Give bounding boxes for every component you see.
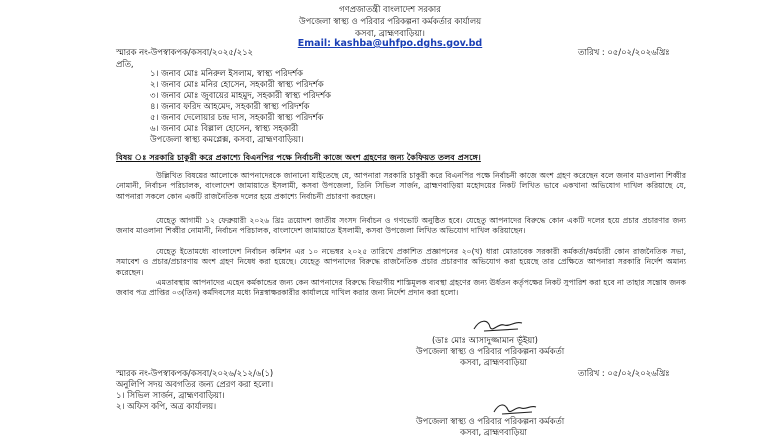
recipient-item: ৫। জনাব দেলোয়ার চন্দ্র দাস, সহকারী স্বাস্থ্য পরিদর্শক (150, 112, 324, 122)
recipient-item: ৪। জনাব ফরিদ আহমেদ, সহকারী স্বাস্থ্য পরিদর্শক (150, 101, 310, 111)
subject-line: বিষয় ঃ সরকারি চাকুরী করে প্রকাশ্যে বিএনপির পক্ষে নির্বাচনী কাজে অংশ গ্রহণের জন্য কৈফিয়ত তলব প্রসঙ্গে। (116, 152, 481, 162)
copy-item: ২। অফিস কপি, অত্র কার্যালয়। (116, 401, 217, 411)
header-email-link[interactable]: Email: kashba@uhfpo.dghs.gov.bd (297, 38, 483, 49)
signatory-designation: উপজেলা স্বাস্থ্য ও পরিবার পরিকল্পনা কর্মকর্তা (416, 346, 565, 356)
signatory-name: (ডাঃ মোঃ আসাদুজ্জামান ভূঁইয়া) (432, 335, 538, 345)
body-paragraph: উল্লিখিত বিষয়ের আলোকে আপনাদেরকে জানানো যাইতেছে যে, আপনারা সরকারি চাকুরী করে বিএনপির পক্ষে নির্বাচনী কাজে অংশ গ্রহণ করেছেন বলে জনাব মাওলানা শিব্বীর নোমানী, নির্বাচন পরিচালক, বাংলাদেশ জামায়াতে ইসলামী, কসবা উপজেলা, তিনি সিভিল সার্জন, ব্রাহ্মণবাড়িয়া মহোদয়ের নিকট লিখিত ভাবে একখানা অভিযোগ দাখিল করিয়াছে যে, আপনারা সকলে কোন একটি রাজনৈতিক দলের হয়ে প্রকাশ্যে নির্বাচনী প্রচারণা করছেন। (116, 171, 686, 201)
signatory-place: কসবা, ব্রাহ্মণবাড়িয়া (460, 357, 527, 367)
header-govt: গণপ্রজাতন্ত্রী বাংলাদেশ সরকার (339, 4, 441, 14)
copy-memo-date: তারিখ : ০৫/০২/২০২৬খ্রিঃ (578, 368, 670, 378)
header-location: কসবা, ব্রাহ্মণবাড়িয়া। (355, 28, 425, 38)
recipient-address: উপজেলা স্বাস্থ্য কমপ্লেক্স, কসবা, ব্রাহ্মণবাড়িয়া। (150, 134, 304, 144)
signature-mark (470, 315, 530, 337)
recipient-item: ১। জনাব মোঃ মনিরুল ইসলাম, স্বাস্থ্য পরিদর্শক (150, 68, 303, 78)
recipient-item: ৬। জনাব মোঃ বিল্লাল হোসেন, স্বাস্থ্য সহকারী (150, 123, 299, 133)
copy-item: ১। সিভিল সার্জন, ব্রাহ্মণবাড়িয়া। (116, 390, 225, 400)
body-paragraph: যেহেতু ইতোমধ্যে বাংলাদেশ নির্বাচন কমিশন এর ১০ নভেম্বর ২০২৫ তারিখে প্রকাশিত প্রজ্ঞাপনের ২০(খ) ধারা মোতাবেক সরকারী কর্মকর্তা/কর্মচারী কোন রাজনৈতিক সভা, সমাবেশ ও প্রচার/প্রচারণায় অংশ গ্রহণ নিষেধ করা হয়েছে। যেহেতু আপনাদের বিরুদ্ধে রাজনৈতিক প্রচার প্রচারণার অভিযোগ করা হয়েছে তার প্রেক্ষিতে আপনারা সরকারি নির্দেশ অমান্য করেছেন। (116, 247, 686, 277)
recipient-item: ২। জনাব মোঃ মনির হোসেন, সহকারী স্বাস্থ্য পরিদর্শক (150, 79, 324, 89)
memo-date: তারিখ : ০৫/০২/২০২৬খ্রিঃ (578, 47, 670, 57)
copy-memo-reference: স্মারক নং-উপস্বাকপক/কসবা/২০২৬/২১২/৬(১) (116, 368, 274, 378)
copy-signatory-place: কসবা, ব্রাহ্মণবাড়িয়া (460, 427, 527, 437)
copy-intro: অনুলিপি সদয় অবগতির জন্য প্রেরণ করা হলো। (116, 379, 274, 389)
recipient-item: ৩। জনাব মোঃ জুবায়ের মাহমুদ, সহকারী স্বাস্থ্য পরিদর্শক (150, 90, 331, 100)
body-paragraph: যেহেতু আগামী ১২ ফেব্রুয়ারী ২০২৬ খ্রিঃ ত্রয়োদশ জাতীয় সংসদ নির্বাচন ও গণভোট অনুষ্ঠিত হবে। যেহেতু আপনাদের বিরুদ্ধে কোন একটি দলের হয়ে প্রচার প্রচারণার জন্য জনাব মাওলানা শিব্বীর নোমানী, নির্বাচন পরিচালক, বাংলাদেশ জামায়াতে ইসলামী, কসবা উপজেলা লিখিত অভিযোগ দাখিল করিয়াছেন। (116, 216, 686, 236)
memo-reference: স্মারক নং-উপস্বাকপক/কসবা/২০২৫/২১২ (116, 47, 253, 57)
copy-signatory-designation: উপজেলা স্বাস্থ্য ও পরিবার পরিকল্পনা কর্মকর্তা (416, 416, 565, 426)
body-paragraph: এমতাবস্থায় আপনাদের এহেন কর্মকান্ডের জন্য কেন আপনাদের বিরুদ্ধে বিভাগীয় শাস্তিমূলক ব্যবস্থা গ্রহণের জন্য ঊর্ধতন কর্তৃপক্ষের নিকট সুপারিশ করা হবে না তাহার সন্তোষ জনক জবাব পত্র প্রাপ্তির ০৩(তিন) কর্মদিবসের মধ্যে নিম্নস্বাক্ষরকারীর কার্যালয়ে দাখিল করার জন্য নির্দেশ প্রদান করা হলো। (116, 278, 686, 298)
header-office: উপজেলা স্বাস্থ্য ও পরিবার পরিকল্পনা কর্মকর্তার কার্যালয় (298, 16, 482, 26)
recipients-intro: প্রতি, (116, 59, 134, 69)
